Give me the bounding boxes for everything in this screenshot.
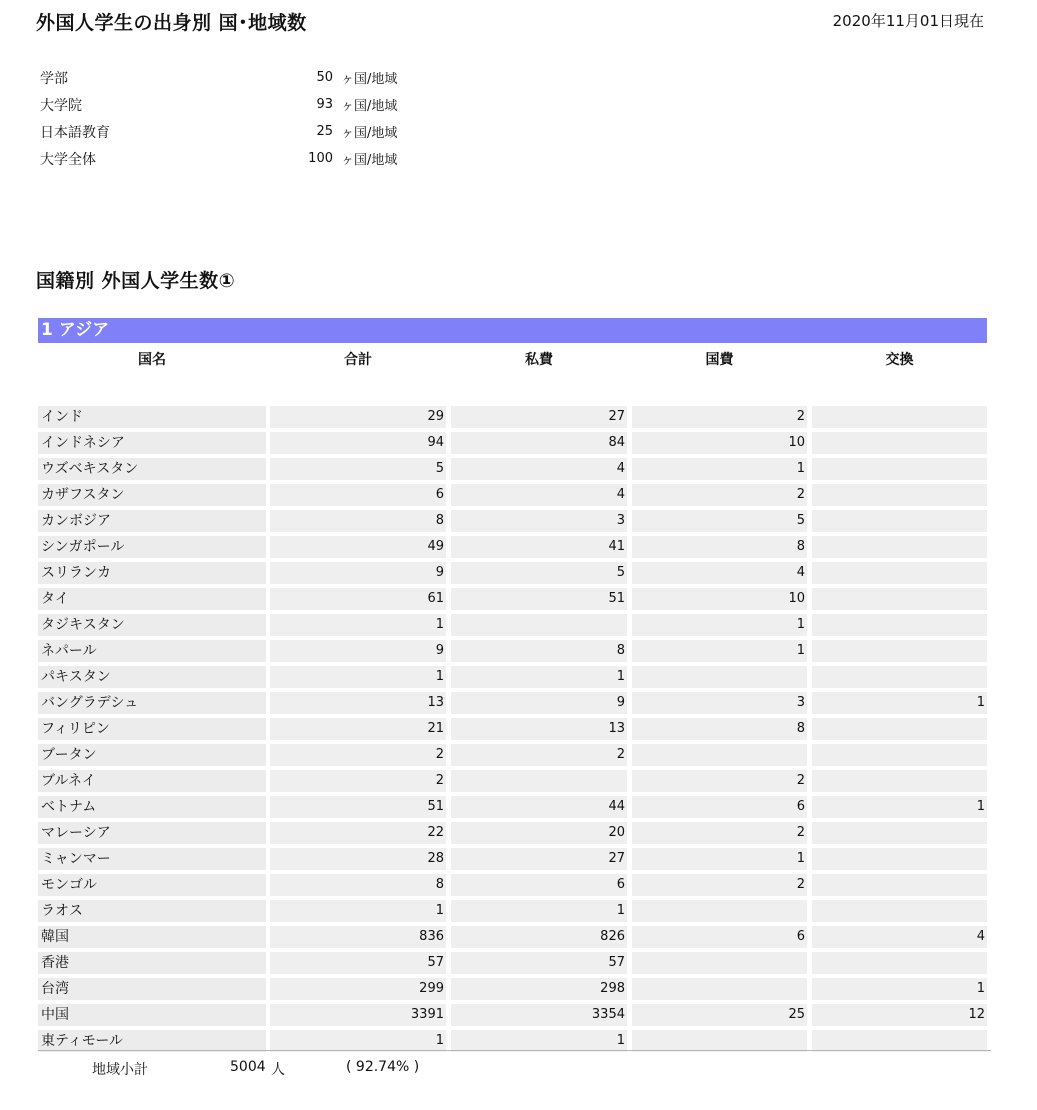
summary-label: 日本語教育: [40, 124, 110, 141]
private-count: [451, 614, 627, 636]
total-count: 2: [270, 770, 446, 792]
as-of-date: 2020年11月01日現在: [832, 12, 984, 30]
total-count: 21: [270, 718, 446, 740]
country-name: バングラデシュ: [38, 692, 266, 714]
government-count: [632, 744, 807, 766]
summary-table: [40, 64, 397, 172]
government-count: [632, 666, 807, 688]
summary-row: [40, 145, 397, 172]
total-count: 51: [270, 796, 446, 818]
total-count: 2: [270, 744, 446, 766]
table-row: [38, 534, 987, 560]
total-count: 1: [270, 1030, 446, 1052]
exchange-count: [812, 666, 987, 688]
subtotal-unit: 人: [271, 1062, 285, 1078]
exchange-count: [812, 718, 987, 740]
exchange-count: [812, 406, 987, 428]
total-count: 94: [270, 432, 446, 454]
country-name: タジキスタン: [38, 614, 266, 636]
government-count: 2: [632, 874, 807, 896]
column-header-exchange: 交換: [885, 352, 914, 368]
summary-unit: ヶ国/地域: [341, 126, 398, 141]
exchange-count: [812, 588, 987, 610]
table-row: [38, 872, 987, 898]
exchange-count: [812, 432, 987, 454]
government-count: 1: [632, 848, 807, 870]
exchange-count: [812, 458, 987, 480]
table-row: [38, 950, 987, 976]
exchange-count: [812, 1030, 987, 1052]
country-name: インドネシア: [38, 432, 266, 454]
section-title: 国籍別 外国人学生数①: [36, 270, 236, 292]
government-count: 6: [632, 796, 807, 818]
government-count: [632, 978, 807, 1000]
exchange-count: [812, 484, 987, 506]
private-count: 3354: [451, 1004, 627, 1026]
country-name: カンボジア: [38, 510, 266, 532]
column-header-private: 私費: [525, 352, 553, 368]
exchange-count: [812, 744, 987, 766]
country-name: インド: [38, 406, 266, 428]
country-name: 香港: [38, 952, 266, 974]
summary-row: [40, 118, 397, 145]
private-count: 1: [451, 900, 627, 922]
total-count: 49: [270, 536, 446, 558]
table-row: [38, 716, 987, 742]
total-count: 9: [270, 562, 446, 584]
table-row: [38, 404, 987, 430]
exchange-count: [812, 822, 987, 844]
exchange-count: [812, 562, 987, 584]
government-count: 10: [632, 432, 807, 454]
table-row: [38, 430, 987, 456]
total-count: 836: [270, 926, 446, 948]
summary-count: 25: [316, 124, 333, 139]
subtotal-percent: ( 92.74% ): [346, 1059, 420, 1075]
country-name: ブルネイ: [38, 770, 266, 792]
total-count: 1: [270, 900, 446, 922]
table-row: [38, 638, 987, 664]
table-row: [38, 976, 987, 1002]
country-table: [38, 404, 987, 1054]
total-count: 1: [270, 614, 446, 636]
government-count: 2: [632, 822, 807, 844]
table-row: [38, 898, 987, 924]
government-count: 8: [632, 536, 807, 558]
private-count: 298: [451, 978, 627, 1000]
private-count: 1: [451, 666, 627, 688]
exchange-count: [812, 614, 987, 636]
government-count: 1: [632, 458, 807, 480]
government-count: 8: [632, 718, 807, 740]
total-count: 13: [270, 692, 446, 714]
subtotal-value: 5004: [230, 1059, 266, 1075]
government-count: [632, 952, 807, 974]
table-row: [38, 456, 987, 482]
exchange-count: [812, 510, 987, 532]
government-count: 25: [632, 1004, 807, 1026]
table-row: [38, 846, 987, 872]
country-name: マレーシア: [38, 822, 266, 844]
table-row: [38, 482, 987, 508]
exchange-count: [812, 536, 987, 558]
column-header-name: 国名: [138, 352, 166, 368]
summary-label: 大学院: [40, 97, 82, 114]
country-name: フィリピン: [38, 718, 266, 740]
government-count: 5: [632, 510, 807, 532]
country-name: 中国: [38, 1004, 266, 1026]
government-count: 6: [632, 926, 807, 948]
private-count: 27: [451, 406, 627, 428]
summary-count: 50: [316, 70, 333, 85]
private-count: 51: [451, 588, 627, 610]
country-name: ウズベキスタン: [38, 458, 266, 480]
exchange-count: [812, 640, 987, 662]
total-count: 28: [270, 848, 446, 870]
private-count: 826: [451, 926, 627, 948]
table-row: [38, 690, 987, 716]
country-name: 東ティモール: [38, 1030, 266, 1052]
total-count: 8: [270, 510, 446, 532]
country-name: カザフスタン: [38, 484, 266, 506]
table-row: [38, 560, 987, 586]
table-row: [38, 508, 987, 534]
summary-unit: ヶ国/地域: [341, 72, 398, 87]
private-count: 9: [451, 692, 627, 714]
country-name: タイ: [38, 588, 266, 610]
private-count: 1: [451, 1030, 627, 1052]
private-count: 3: [451, 510, 627, 532]
table-row: [38, 664, 987, 690]
table-row: [38, 612, 987, 638]
exchange-count: [812, 900, 987, 922]
private-count: 57: [451, 952, 627, 974]
government-count: 2: [632, 406, 807, 428]
summary-unit: ヶ国/地域: [341, 153, 398, 168]
private-count: 41: [451, 536, 627, 558]
government-count: 10: [632, 588, 807, 610]
private-count: 84: [451, 432, 627, 454]
table-row: [38, 820, 987, 846]
exchange-count: [812, 770, 987, 792]
total-count: 5: [270, 458, 446, 480]
country-name: ベトナム: [38, 796, 266, 818]
country-name: スリランカ: [38, 562, 266, 584]
government-count: [632, 900, 807, 922]
private-count: 4: [451, 484, 627, 506]
private-count: 27: [451, 848, 627, 870]
country-name: ブータン: [38, 744, 266, 766]
exchange-count: [812, 848, 987, 870]
exchange-count: 1: [812, 692, 987, 714]
table-row: [38, 586, 987, 612]
total-count: 22: [270, 822, 446, 844]
government-count: 1: [632, 614, 807, 636]
country-name: ラオス: [38, 900, 266, 922]
table-row: [38, 742, 987, 768]
exchange-count: 12: [812, 1004, 987, 1026]
country-name: ミャンマー: [38, 848, 266, 870]
page-title: 外国人学生の出身別 国･地域数: [36, 12, 307, 34]
exchange-count: 4: [812, 926, 987, 948]
government-count: 3: [632, 692, 807, 714]
table-row: [38, 794, 987, 820]
private-count: 13: [451, 718, 627, 740]
country-name: 台湾: [38, 978, 266, 1000]
country-name: シンガポール: [38, 536, 266, 558]
summary-row: [40, 91, 397, 118]
summary-label: 大学全体: [40, 151, 96, 168]
government-count: 1: [632, 640, 807, 662]
total-count: 3391: [270, 1004, 446, 1026]
government-count: 2: [632, 770, 807, 792]
private-count: 20: [451, 822, 627, 844]
column-headers: [38, 346, 987, 370]
total-count: 9: [270, 640, 446, 662]
exchange-count: 1: [812, 796, 987, 818]
total-count: 61: [270, 588, 446, 610]
total-count: 1: [270, 666, 446, 688]
summary-unit: ヶ国/地域: [341, 99, 398, 114]
exchange-count: [812, 874, 987, 896]
column-header-total: 合計: [344, 352, 372, 368]
private-count: 4: [451, 458, 627, 480]
government-count: [632, 1030, 807, 1052]
private-count: 6: [451, 874, 627, 896]
summary-count: 100: [308, 151, 333, 166]
summary-row: [40, 64, 397, 91]
exchange-count: [812, 952, 987, 974]
summary-count: 93: [316, 97, 333, 112]
exchange-count: 1: [812, 978, 987, 1000]
summary-label: 学部: [40, 70, 68, 87]
private-count: [451, 770, 627, 792]
government-count: 2: [632, 484, 807, 506]
table-row: [38, 1002, 987, 1028]
column-header-government: 国費: [705, 352, 734, 368]
country-name: パキスタン: [38, 666, 266, 688]
table-row: [38, 768, 987, 794]
private-count: 5: [451, 562, 627, 584]
country-name: 韓国: [38, 926, 266, 948]
region-header: 1 アジア: [38, 318, 987, 343]
private-count: 44: [451, 796, 627, 818]
total-count: 8: [270, 874, 446, 896]
table-divider: [38, 1050, 991, 1051]
country-name: モンゴル: [38, 874, 266, 896]
total-count: 57: [270, 952, 446, 974]
table-row: [38, 924, 987, 950]
subtotal-label: 地域小計: [92, 1062, 148, 1078]
total-count: 6: [270, 484, 446, 506]
country-name: ネパール: [38, 640, 266, 662]
private-count: 8: [451, 640, 627, 662]
government-count: 4: [632, 562, 807, 584]
total-count: 29: [270, 406, 446, 428]
total-count: 299: [270, 978, 446, 1000]
private-count: 2: [451, 744, 627, 766]
